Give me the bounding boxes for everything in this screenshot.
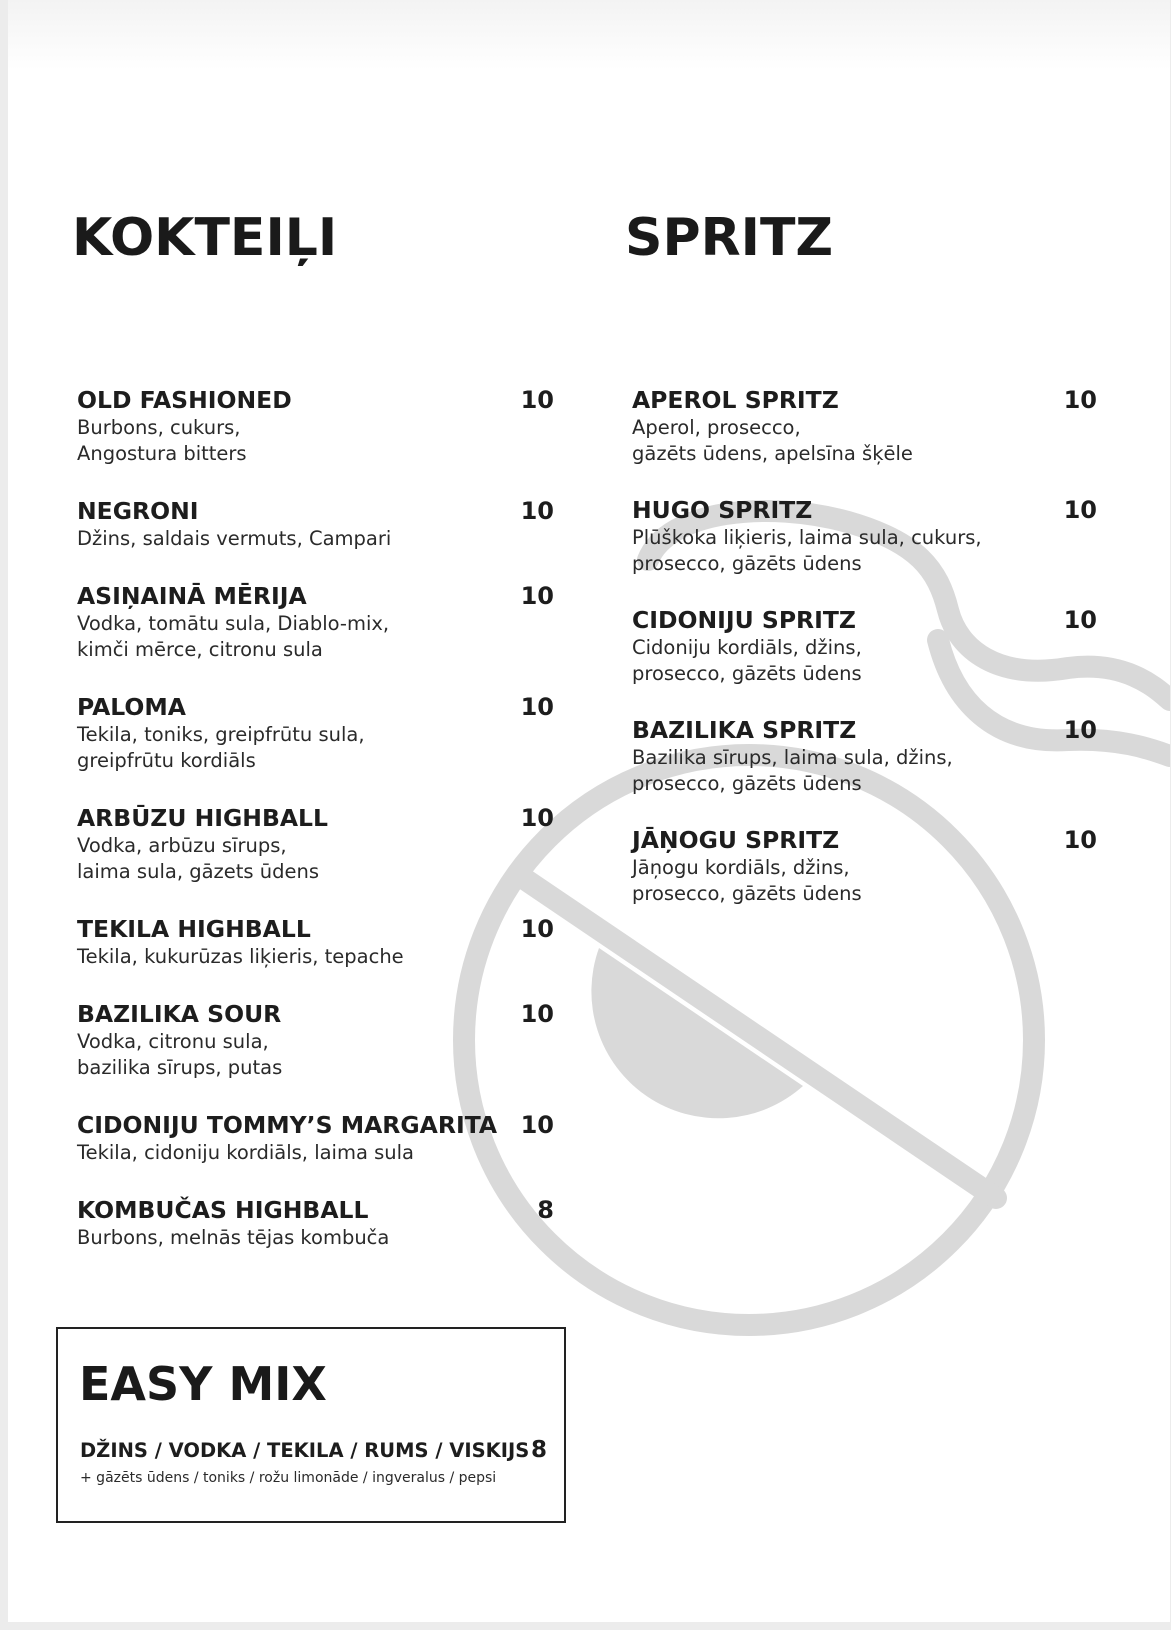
menu-item [632, 495, 1097, 577]
menu-item [77, 581, 554, 663]
menu-item-description [77, 1225, 554, 1251]
menu-item [77, 496, 554, 552]
menu-item-description-line: Burbons, melnās tējas kombuča [77, 1226, 390, 1249]
menu-item-description-line: bazilika sīrups, putas [77, 1056, 283, 1079]
menu-item [77, 1195, 554, 1251]
menu-item [77, 692, 554, 774]
menu-item-description-line: laima sula, gāzets ūdens [77, 860, 320, 883]
menu-item-description-line: Jāņogu kordiāls, džins, [632, 856, 850, 879]
menu-item-description-line: Tekila, toniks, greipfrūtu sula, [77, 723, 365, 746]
menu-item-description-line: kimči mērce, citronu sula [77, 638, 323, 661]
menu-item-description-line: Vodka, tomātu sula, Diablo-mix, [77, 612, 390, 635]
menu-item-description [77, 415, 554, 467]
menu-item-price: 10 [520, 386, 554, 414]
menu-item-description-line: Bazilika sīrups, laima sula, džins, [632, 746, 953, 769]
menu-item-price: 10 [520, 1111, 554, 1139]
menu-item [632, 715, 1097, 797]
menu-item-price: 8 [537, 1196, 554, 1224]
menu-item-name: BAZILIKA SPRITZ [632, 716, 857, 744]
menu-item-description-line: prosecco, gāzēts ūdens [632, 662, 862, 685]
menu-item-description [77, 1140, 554, 1166]
cocktails-title: KOKTEIĻI [72, 208, 338, 268]
easy-mix-mixers: + gāzēts ūdens / toniks / rožu limonāde / ingveralus / pepsi [80, 1470, 497, 1486]
menu-item-description-line: Vodka, arbūzu sīrups, [77, 834, 287, 857]
menu-item-name: PALOMA [77, 693, 186, 721]
menu-item-price: 10 [520, 1000, 554, 1028]
menu-item-price: 10 [520, 497, 554, 525]
menu-item-description [632, 635, 1097, 687]
menu-item-description-line: Angostura bitters [77, 442, 247, 465]
menu-item [632, 605, 1097, 687]
menu-item-description-line: Cidoniju kordiāls, džins, [632, 636, 862, 659]
menu-item-description-line: prosecco, gāzēts ūdens [632, 772, 862, 795]
menu-item-description-line: Tekila, cidoniju kordiāls, laima sula [77, 1141, 415, 1164]
menu-item-description [632, 855, 1097, 907]
menu-item-description-line: gāzēts ūdens, apelsīna šķēle [632, 442, 913, 465]
menu-item-price: 10 [1063, 826, 1097, 854]
menu-item-name: APEROL SPRITZ [632, 386, 839, 414]
menu-item-description-line: Džins, saldais vermuts, Campari [77, 527, 392, 550]
menu-item [77, 1110, 554, 1166]
spritz-title: SPRITZ [625, 208, 834, 268]
menu-item-description-line: greipfrūtu kordiāls [77, 749, 256, 772]
menu-item [632, 385, 1097, 467]
menu-item-description [632, 745, 1097, 797]
spritz-list [632, 385, 1097, 935]
menu-item-description [77, 611, 554, 663]
menu-item [77, 914, 554, 970]
easy-mix-title: EASY MIX [79, 1357, 327, 1411]
menu-item-description [77, 526, 554, 552]
menu-item-price: 10 [520, 693, 554, 721]
easy-mix-spirits: DŽINS / VODKA / TEKILA / RUMS / VISKIJS [80, 1439, 530, 1462]
menu-item-name: HUGO SPRITZ [632, 496, 813, 524]
easy-mix-price: 8 [531, 1437, 548, 1463]
menu-item [77, 803, 554, 885]
menu-item-name: TEKILA HIGHBALL [77, 915, 311, 943]
menu-item-description-line: prosecco, gāzēts ūdens [632, 552, 862, 575]
menu-item-price: 10 [520, 915, 554, 943]
menu-item-description [632, 415, 1097, 467]
menu-item-name: BAZILIKA SOUR [77, 1000, 282, 1028]
menu-item-description [77, 944, 554, 970]
menu-item [77, 999, 554, 1081]
menu-item-name: JĀŅOGU SPRITZ [632, 826, 840, 854]
menu-item-price: 10 [1063, 716, 1097, 744]
menu-item-description-line: Vodka, citronu sula, [77, 1030, 269, 1053]
cocktails-list [77, 385, 554, 1280]
menu-item-name: ARBŪZU HIGHBALL [77, 804, 328, 832]
menu-item-description-line: Plūškoka liķieris, laima sula, cukurs, [632, 526, 982, 549]
menu-item-description [77, 722, 554, 774]
menu-item [77, 385, 554, 467]
menu-item-description-line: prosecco, gāzēts ūdens [632, 882, 862, 905]
menu-item-description [632, 525, 1097, 577]
menu-item-name: CIDONIJU TOMMY’S MARGARITA [77, 1111, 498, 1139]
menu-item-price: 10 [520, 804, 554, 832]
menu-item-description [77, 1029, 554, 1081]
menu-item-name: OLD FASHIONED [77, 386, 292, 414]
menu-item-description-line: Burbons, cukurs, [77, 416, 241, 439]
menu-item-name: KOMBUČAS HIGHBALL [77, 1196, 369, 1224]
menu-item-name: CIDONIJU SPRITZ [632, 606, 856, 634]
menu-item-description-line: Tekila, kukurūzas liķieris, tepache [77, 945, 404, 968]
menu-item-price: 10 [520, 582, 554, 610]
easy-mix-box [56, 1327, 566, 1523]
menu-item-price: 10 [1063, 386, 1097, 414]
menu-item-price: 10 [1063, 496, 1097, 524]
menu-item [632, 825, 1097, 907]
menu-item-price: 10 [1063, 606, 1097, 634]
menu-item-description-line: Aperol, prosecco, [632, 416, 801, 439]
menu-item-description [77, 833, 554, 885]
menu-item-name: ASIŅAINĀ MĒRIJA [77, 582, 307, 610]
menu-item-name: NEGRONI [77, 497, 199, 525]
menu-page [8, 0, 1170, 1622]
